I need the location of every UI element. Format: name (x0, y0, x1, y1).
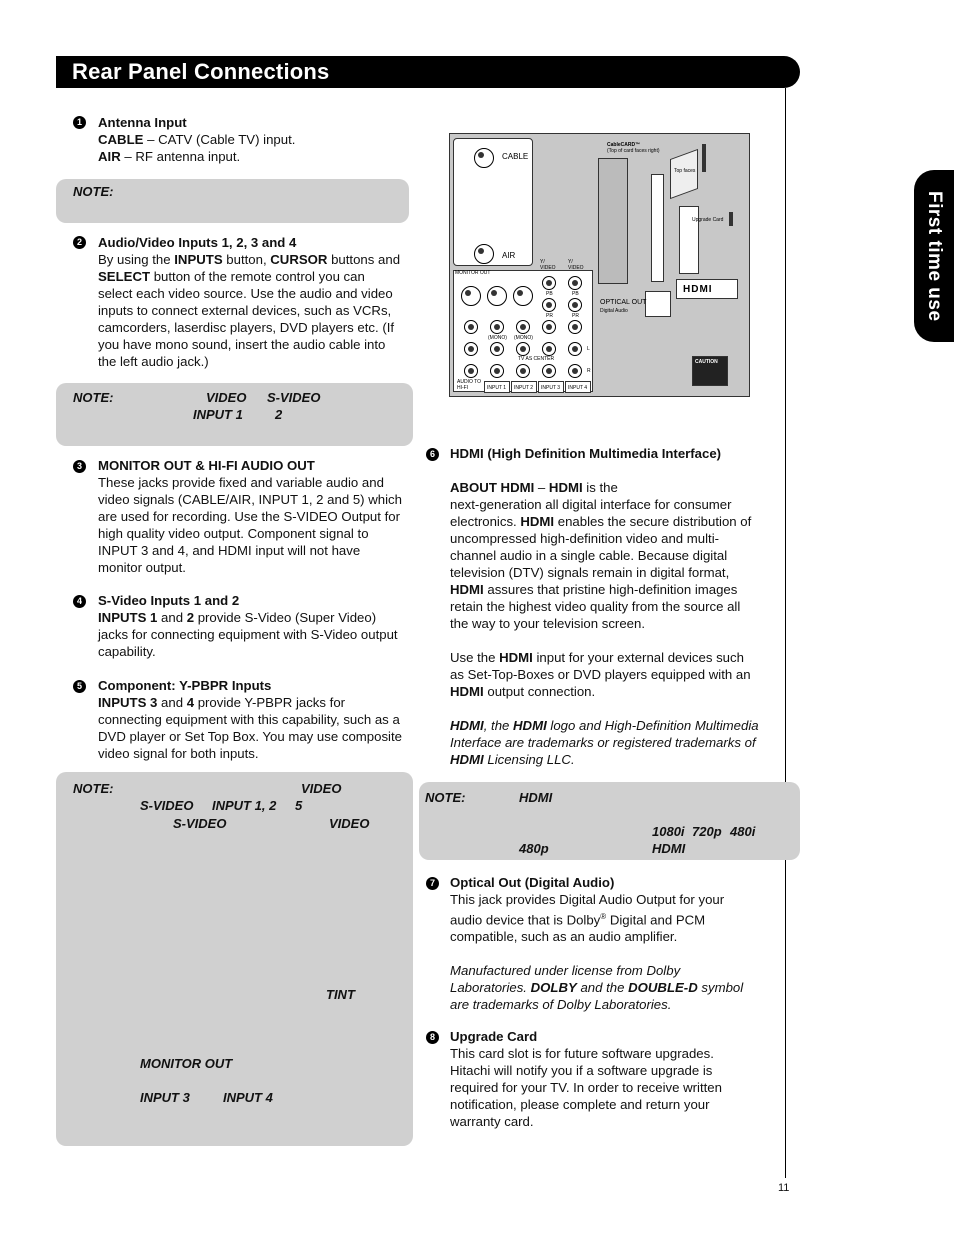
page-number: 11 (778, 1182, 790, 1194)
component-jack (542, 320, 556, 334)
page-header (56, 56, 800, 88)
component-jack (568, 276, 582, 290)
item-number-2: 2 (73, 236, 86, 249)
component-jack (568, 320, 582, 334)
audio-jack (542, 342, 556, 356)
page-title: Rear Panel Connections (72, 59, 330, 84)
rca-jack (490, 364, 504, 378)
item-number-3: 3 (73, 460, 86, 473)
item-title: Component: Y-PBPR Inputs (98, 678, 272, 693)
note-box-1: NOTE: (56, 179, 409, 223)
component-jack (542, 276, 556, 290)
rca-jack (490, 342, 504, 356)
input-label-1: INPUT 1 (484, 381, 510, 393)
item-optical-out: Optical Out (Digital Audio) This jack provides Digital Audio Output for your audio device that is Dolby® Digital and PCM compatible, such as an audio amplifier. Manufactured under license from Dolby Laboratories. DOLBY and the DOUBLE-D symbol are trademarks of Dolby Laboratories. (450, 874, 755, 1013)
rear-panel-diagram: CABLE AIR MONITOR OUT (MONO) (MONO) AUDIO TO HI-FI Y/ VIDEO Y/ VIDEO PB PB PR PR L TV AS CENTER R INPUT 1 INPUT 2 INPUT 3 INPUT 4 CableCARD™ (Top of card faces right) Top faces Upgrade Card OPTICAL OUT Digital Audio HDMI CAUTION (449, 133, 750, 397)
item-monitor-out: MONITOR OUT & HI-FI AUDIO OUT These jacks provide fixed and variable audio and video signals (CABLE/AIR, INPUT 1, 2 and 5) which are used for recording. Use the S-VIDEO Output for high quality video output. Component signal to INPUT 3 and 4, and HDMI input will not have monitor output. (98, 458, 402, 575)
item-svideo-inputs: S-Video Inputs 1 and 2 INPUTS 1 and 2 provide S-Video (Super Video) jacks for connecting equipment with S-Video output capability. (98, 593, 398, 659)
section-tab (914, 170, 954, 342)
item-title: S-Video Inputs 1 and 2 (98, 593, 240, 608)
svideo-jack (487, 286, 507, 306)
rca-jack (464, 342, 478, 356)
note-box-2: NOTE: VIDEO S-VIDEO INPUT 1 2 (56, 383, 413, 446)
svideo-jack (461, 286, 481, 306)
item-component-inputs: Component: Y-PBPR Inputs INPUTS 3 and 4 provide Y-PBPR jacks for connecting equipment with this capability, such as a DVD player or Set Top Box. You may use composite video signal for both inputs. (98, 678, 402, 761)
caution-label: CAUTION (692, 356, 728, 386)
note-box-3: NOTE: VIDEO S-VIDEO INPUT 1, 2 5 S-VIDEO VIDEO TINT MONITOR OUT INPUT 3 INPUT 4 (56, 772, 413, 1146)
rca-jack (490, 320, 504, 334)
rca-jack (464, 364, 478, 378)
component-jack (568, 298, 582, 312)
item-number-7: 7 (426, 877, 439, 890)
item-number-1: 1 (73, 116, 86, 129)
card-slot-mark (702, 144, 706, 172)
item-title: HDMI (High Definition Multimedia Interface) (450, 446, 722, 461)
item-title: Antenna Input (98, 115, 187, 130)
item-number-6: 6 (426, 448, 439, 461)
note-box-4: NOTE: HDMI 1080i 720p 480i 480p HDMI (419, 782, 800, 860)
upgrade-card-mark (729, 212, 733, 226)
input-label-3: INPUT 3 (538, 381, 564, 393)
cable-jack (474, 148, 494, 168)
rca-jack (516, 320, 530, 334)
item-av-inputs: Audio/Video Inputs 1, 2, 3 and 4 By using the INPUTS button, CURSOR buttons and SELECT button of the remote control you can select each video source. Use the audio and video inputs to connect external devices, such as VCRs, camcorders, laserdisc players, DVD players etc. (If you have mono sound, insert the audio cable into the left audio jack.) (98, 235, 401, 369)
item-number-5: 5 (73, 680, 86, 693)
air-jack (474, 244, 494, 264)
item-title: Audio/Video Inputs 1, 2, 3 and 4 (98, 235, 297, 250)
item-number-8: 8 (426, 1031, 439, 1044)
item-title: Upgrade Card (450, 1029, 538, 1044)
audio-jack (542, 364, 556, 378)
audio-jack (568, 364, 582, 378)
card-illustration (670, 149, 698, 199)
item-upgrade-card: Upgrade Card This card slot is for future software upgrades. Hitachi will notify you if a software upgrade is required for your TV. In order to receive written notification, please complete and return your warranty card. (450, 1028, 745, 1130)
rca-jack (464, 320, 478, 334)
cablecard-slot (598, 158, 628, 284)
input-label-2: INPUT 2 (511, 381, 537, 393)
item-hdmi: HDMI (High Definition Multimedia Interface) ABOUT HDMI – HDMI is the next-generation all digital interface for consumer electronics. HDMI enables the secure distribution of uncompressed high-definition video and multi-channel audio in a single cable. Because digital television (DTV) signals remain in digital format, HDMI assures that pristine high-definition images retain the highest video quality from the source all the way to your television screen. Use the HDMI input for your external devices such as Set-Top-Boxes or DVD players equipped with an HDMI output connection. HDMI, the HDMI logo and High-Definition Multimedia Interface are trademarks or registered trademarks of HDMI Licensing LLC. (450, 446, 759, 767)
item-title: Optical Out (Digital Audio) (450, 875, 615, 890)
column-divider (785, 88, 786, 1178)
input-label-4: INPUT 4 (565, 381, 591, 393)
hdmi-logo: HDMI (676, 279, 738, 299)
item-number-4: 4 (73, 595, 86, 608)
cablecard-bar (651, 174, 664, 282)
rca-jack (516, 364, 530, 378)
item-title: MONITOR OUT & HI-FI AUDIO OUT (98, 458, 315, 473)
optical-out-jack (645, 291, 671, 317)
audio-jack (568, 342, 582, 356)
component-jack (542, 298, 556, 312)
item-antenna-input: Antenna Input CABLE – CATV (Cable TV) input. AIR – RF antenna input. (98, 114, 398, 165)
section-tab-label: First time use (924, 190, 945, 322)
svideo-jack (513, 286, 533, 306)
rca-jack (516, 342, 530, 356)
